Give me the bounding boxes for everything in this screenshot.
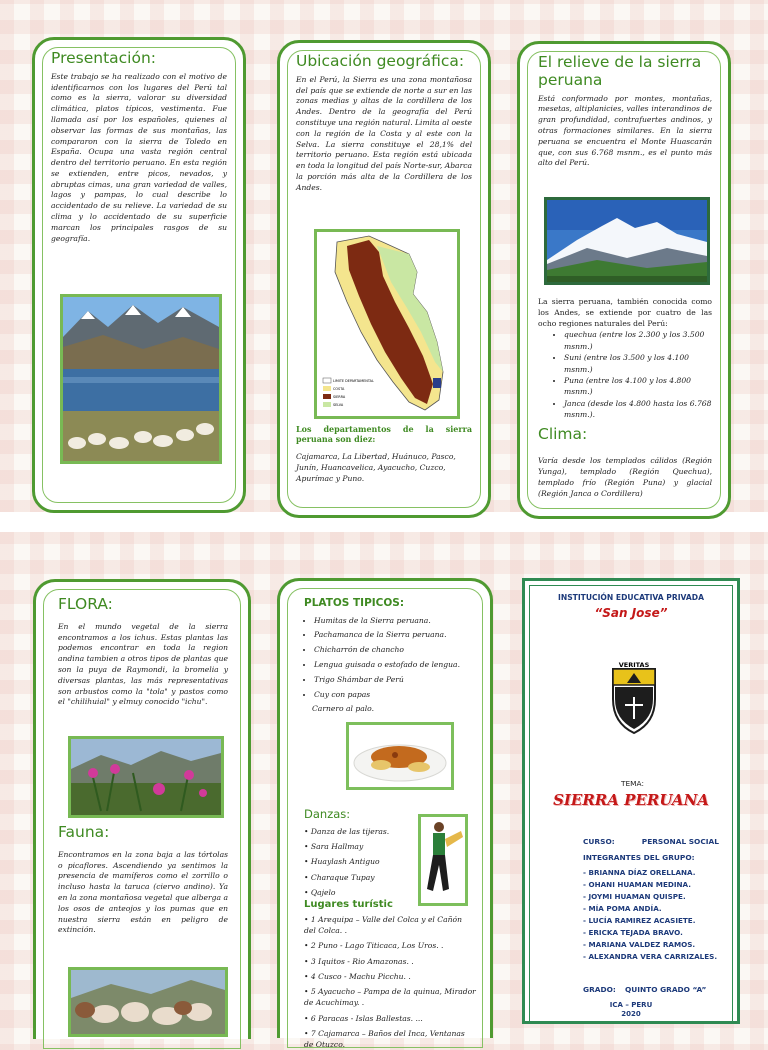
integrante-item: - OHANI HUAMAN MEDINA. — [583, 879, 691, 889]
lugar-item: • 4 Cusco - Machu Picchu. . — [304, 971, 411, 981]
lugar-label: ICA – PERU — [609, 1001, 653, 1009]
danzas-title: Danzas: — [304, 807, 351, 821]
peru-map — [314, 229, 460, 419]
lake-llamas-photo — [60, 294, 222, 464]
danza-item: • Qajelo — [304, 887, 336, 897]
flora-title: FLORA: — [58, 595, 113, 613]
lugar-item: • 5 Ayacucho – Pampa de la quinua, Mirador de Acuchimay. . — [304, 987, 476, 1008]
relieve-title: El relieve de la sierra peruana — [538, 53, 702, 89]
integrantes-label: INTEGRANTES DEL GRUPO: — [583, 853, 695, 862]
curso-row — [583, 829, 719, 848]
region-item: • Puna (entre los 4.100 y los 4.800 msnm.) — [564, 375, 712, 398]
presentacion-panel — [32, 37, 246, 513]
integrante-item: - ERICKA TEJADA BRAVO. — [583, 927, 683, 937]
puya-flowers-photo — [68, 736, 224, 818]
lugar-item: • 3 Iquitos - Rio Amazonas. . — [304, 956, 414, 966]
lugares-list — [304, 914, 476, 1050]
danzas-list — [304, 824, 414, 900]
map-legend-sierra: SIERRA — [333, 395, 346, 399]
region-item: • Suni (entre los 3.500 y los 4.100 msnm.) — [564, 352, 712, 375]
fauna-title: Fauna: — [58, 823, 110, 841]
integrante-item: - MÍA POMA ANDÍA. — [583, 903, 662, 913]
plato-item: • Chicharrón de chancho — [314, 643, 476, 658]
ubicacion-panel — [277, 40, 491, 518]
fauna-text: Encontramos en la zona baja a las tórtolas o picaflores. Ascendiendo ya sentimos la presencia de mamíferos como el zorrillo o incluso hasta la taruca (ciervo andino). Ya en la zona montañosa vegetal que alberga a los osos de anteojos y los pumas que en nuestra sierra están en peligro de extinción. — [58, 849, 228, 935]
plato-item: • Lengua guisada o estofado de lengua. — [314, 658, 476, 673]
tema-label: TEMA: — [621, 779, 644, 788]
relieve-text: Está conformado por montes, montañas, mesetas, altiplanicies, valles interandinos de gran profundidad, contrafuertes andinos, y otras formaciones similares. En la sierra peruana se encuentra el Monte Huascarán que, con sus 6.768 msnm., es el punto más alto del Perú. — [538, 93, 712, 168]
regiones-intro: La sierra peruana, también conocida como los Andes, se extiende por cuatro de las ocho regiones naturales del Perú: — [538, 297, 712, 328]
lugar-item: • 6 Paracas - Islas Ballestas. ... — [304, 1013, 423, 1023]
danza-item: • Huaylash Antiguo — [304, 857, 380, 867]
integrante-item: - MARIANA VALDEZ RAMOS. — [583, 939, 696, 949]
clima-title: Clima: — [538, 425, 588, 444]
departamentos-title: Los departamentos de la sierra peruana son diez: — [296, 424, 472, 444]
presentacion-title: Presentación: — [51, 49, 157, 67]
danza-item: • Charaque Tupay — [304, 872, 375, 882]
platos-panel — [277, 578, 493, 1050]
plato-item: • Trigo Shámbar de Perú — [314, 673, 476, 688]
grado-label: GRADO: — [583, 985, 616, 994]
map-legend-limite: LIMITE DEPARTAMENTAL — [333, 379, 374, 383]
plato-item: • Cuy con papas — [314, 688, 476, 703]
presentacion-text: Este trabajo se ha realizado con el motivo de identificarnos con los lugares del Perú tal como es la sierra, valorar su diversidad climática, platos típicos, vestimenta. Fue llamada así por los españoles, quienes al observar las formas de sus montañas, las compararon con la sierra de Toledo en España. Ocupa una vasta región central dentro del territorio peruano. En esta región se extienden, entre picos, nevados, y abruptas cimas, una gran variedad de valles, lagos y pampas, lo cual describe lo accidentado de su relieve. La variedad de su clima y lo accidentado de su superficie marcan los principales rasgos de su geografía. — [51, 71, 227, 243]
crest-motto: VERITAS — [618, 661, 650, 669]
anio-label: 2020 — [621, 1010, 641, 1018]
curso-label: CURSO: — [583, 837, 615, 846]
lugar-item: • 2 Puno - Lago Titicaca, Los Uros. . — [304, 941, 444, 951]
departamentos-text: Cajamarca, La Libertad, Huánuco, Pasco, Junín, Huancavelica, Ayacucho, Cuzco, Apurímac y Puno. — [296, 452, 456, 483]
dancer-photo — [418, 814, 468, 906]
lugares-title: Lugares turístic — [304, 899, 393, 910]
clima-text: Varía desde los templados cálidos (Región Yunga), templado (Región Quechua), templado frío (Región Puna) y glacial (Región Janca o Cordillera) — [538, 456, 712, 498]
school-crest — [609, 661, 659, 737]
curso-value: PERSONAL SOCIAL — [641, 837, 719, 846]
danza-item: • Danza de las tijeras. — [304, 827, 390, 836]
cuy-dish-photo — [346, 722, 454, 790]
plato-extra: Carnero al palo. — [312, 704, 375, 714]
integrante-item: - JOYMI HUAMAN QUISPE. — [583, 891, 686, 901]
alpacas-photo — [68, 967, 228, 1037]
integrante-item: - ALEXANDRA VERA CARRIZALES. — [583, 951, 718, 961]
ubicacion-text: En el Perú, la Sierra es una zona montañosa del país que se extiende de norte a sur en las zonas medias y altas de la cordillera de los Andes. Dentro de la geografía del Perú constituye una región natural. Limita al oeste con la región de la Costa y al este con la Selva. La sierra constituye el 28,1% del territorio peruano. Esta región está ubicada en toda la longitud del país Norte-sur, Abarca la porción más alta de la Cordillera de los Andes. — [296, 74, 472, 192]
platos-title: PLATOS TIPICOS: — [304, 597, 405, 609]
relieve-panel — [517, 41, 731, 519]
integrante-item: - LUCÍA RAMIREZ ACASIETE. — [583, 915, 696, 925]
grado-row — [583, 977, 706, 996]
map-legend-selva: SELVA — [333, 403, 344, 407]
institucion-label: INSTITUCIÓN EDUCATIVA PRIVADA — [558, 593, 704, 602]
danza-item: • Sara Hallmay — [304, 842, 364, 852]
platos-list — [304, 614, 476, 703]
map-legend-costa: COSTA — [333, 387, 345, 391]
regiones-list — [538, 329, 712, 420]
lugar-item: • 7 Cajamarca – Baños del Inca, Ventanas de Otuzco. — [304, 1028, 465, 1050]
ubicacion-title: Ubicación geográfica: — [296, 52, 465, 70]
flora-text: En el mundo vegetal de la sierra encontramos a los ichus. Estas plantas las podemos encontrar en toda la region andina tambien a otros tipos de plantas que son la puya de Raymondi, la bromelia y diversas plantas, las más representativas son arbustos como la "tola" y pastos como el "chilihuial" y elmuy conocido "ichu". — [58, 621, 228, 707]
cover-panel — [522, 578, 740, 1024]
region-item: • Janca (desde los 4.800 hasta los 6.768 msnm.). — [564, 398, 712, 421]
plato-item: • Humitas de la Sierra peruana. — [314, 614, 476, 629]
plato-item: • Pachamanca de la Sierra peruana. — [314, 628, 476, 643]
flora-panel — [33, 579, 251, 1039]
tema-value: SIERRA PERUANA — [553, 791, 709, 809]
school-name: “San Jose” — [594, 606, 668, 620]
region-item: • quechua (entre los 2.300 y los 3.500 msnm.) — [564, 329, 712, 352]
integrante-item: - BRIANNA DÍAZ ORELLANA. — [583, 868, 696, 877]
grado-value: QUINTO GRADO “A” — [624, 985, 707, 994]
integrantes-list — [583, 867, 717, 963]
huascaran-photo — [544, 197, 710, 285]
lugar-item: • 1 Arequipa – Valle del Colca y el Cañón del Colca. . — [304, 915, 462, 936]
